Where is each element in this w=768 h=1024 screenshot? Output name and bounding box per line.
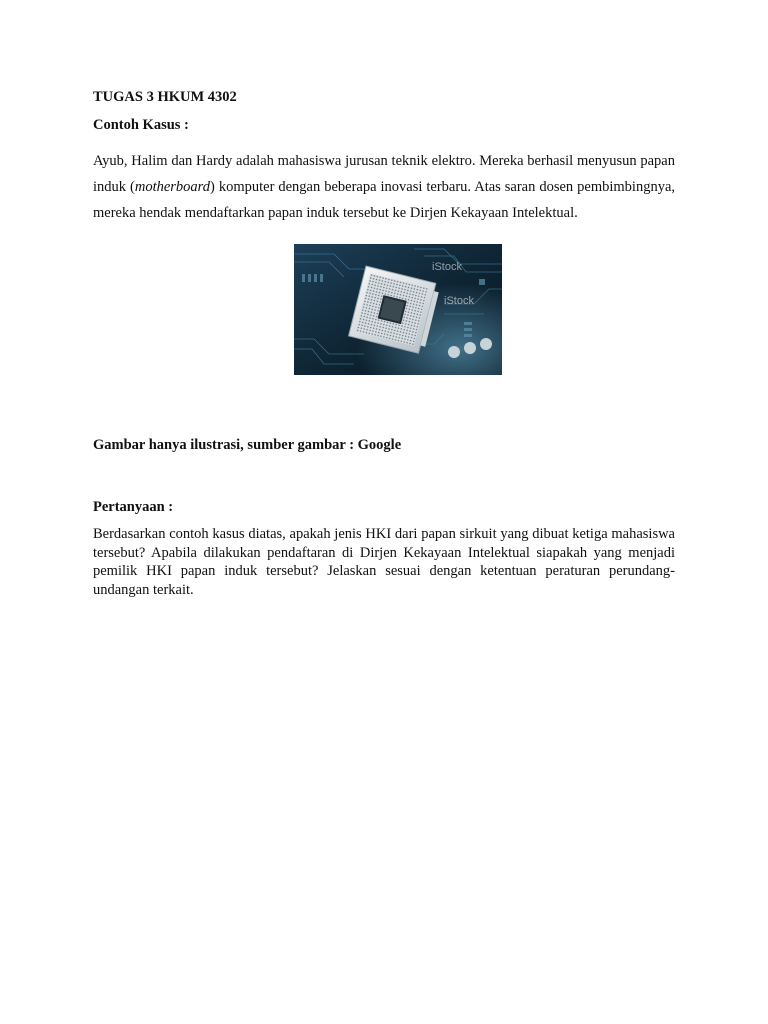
case-text-italic: motherboard xyxy=(134,179,211,195)
case-heading: Contoh Kasus : xyxy=(93,117,189,133)
question-paragraph: Berdasarkan contoh kasus diatas, apakah jenis HKI dari papan sirkuit yang dibuat ketiga mahasiswa tersebut? Apabila dilakukan pendaftaran di Dirjen Kekayaan Intelektual siapakah yang menjadi pemilik HKI papan induk tersebut? Jelaskan sesuai dengan ketentuan peraturan perundang-undangan terkait. xyxy=(93,526,675,598)
case-paragraph xyxy=(93,148,675,226)
case-text-start: Ayub, Halim dan Hardy adalah mahasiswa jurusan teknik elektro. Mereka berhasil menyusun papan induk ( xyxy=(93,153,675,195)
cpu-socket-image xyxy=(294,244,502,375)
document-title: TUGAS 3 HKUM 4302 xyxy=(93,89,237,105)
image-watermark-middle: iStock xyxy=(444,295,474,307)
motherboard-illustration xyxy=(294,244,502,375)
question-heading: Pertanyaan : xyxy=(93,499,174,515)
case-text-end: ) komputer dengan beberapa inovasi terbaru. Atas saran dosen pembimbingnya, mereka hendak mendaftarkan papan induk tersebut ke Dirjen Kekayaan Intelektual. xyxy=(93,179,676,221)
image-watermark-top: iStock xyxy=(432,261,462,273)
image-caption: Gambar hanya ilustrasi, sumber gambar : Google xyxy=(93,437,402,453)
